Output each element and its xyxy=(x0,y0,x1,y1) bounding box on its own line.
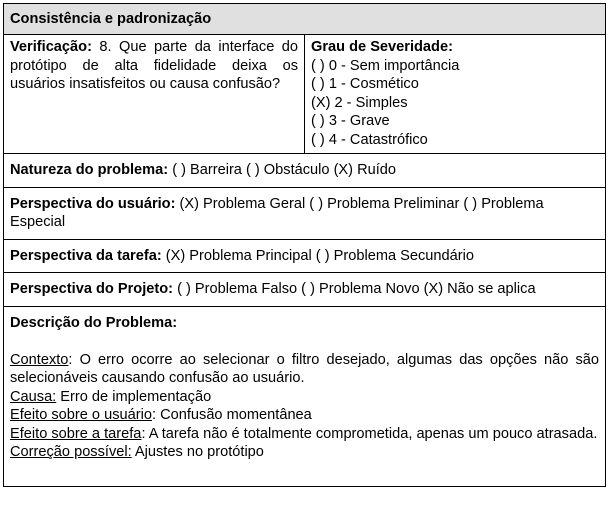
user-effect-label: Efeito sobre o usuário xyxy=(10,407,152,423)
task-effect-label: Efeito sobre a tarefa xyxy=(10,425,142,442)
context-text: : O erro ocorre ao selecionar o filtro desejado, algumas das opções não são selecionáveis causando confusão ao usuário. xyxy=(10,351,600,386)
task-perspective-value: (X) Problema Principal ( ) Problema Secundário xyxy=(165,247,474,264)
description-cell xyxy=(4,306,606,486)
project-perspective-value: ( ) Problema Falso ( ) Problema Novo (X) Não se aplica xyxy=(177,281,536,297)
context-label: Contexto xyxy=(10,351,69,368)
user-perspective-row xyxy=(4,187,606,239)
task-perspective-label: Perspectiva da tarefa: xyxy=(10,247,162,264)
verification-row xyxy=(4,35,606,154)
user-effect-text: : Confusão momentânea xyxy=(151,407,312,423)
task-perspective-cell xyxy=(4,239,606,273)
form-title: Consistência e padronização xyxy=(10,10,212,27)
form-title-cell xyxy=(4,4,606,35)
task-effect-line xyxy=(10,425,599,444)
verification-cell xyxy=(4,35,305,154)
severity-label: Grau de Severidade: xyxy=(311,39,453,55)
user-perspective-label: Perspectiva do usuário: xyxy=(10,195,176,212)
evaluation-table xyxy=(3,3,606,487)
severity-cell xyxy=(305,35,606,154)
description-label: Descrição do Problema: xyxy=(10,314,178,331)
task-effect-text: : A tarefa não é totalmente comprometida, apenas um pouco atrasada. xyxy=(141,425,598,442)
fix-label: Correção possível: xyxy=(10,444,132,460)
project-perspective-label: Perspectiva do Projeto: xyxy=(10,281,174,297)
verification-text: 8. Que parte da interface do protótipo de alta fidelidade deixa os usuários insatisfeitos ou causa confusão? xyxy=(10,39,298,92)
nature-label: Natureza do problema: xyxy=(10,162,169,178)
user-perspective-value: (X) Problema Geral ( ) Problema Preliminar ( ) Problema Especial xyxy=(10,195,544,230)
context-line xyxy=(10,351,599,388)
description-row xyxy=(4,306,606,486)
nature-row xyxy=(4,154,606,188)
task-perspective-row xyxy=(4,239,606,273)
project-perspective-row xyxy=(4,273,606,307)
verification-label: Verificação: xyxy=(10,39,92,55)
description-spacer xyxy=(10,332,599,351)
cause-text: Erro de implementação xyxy=(56,388,212,405)
header-row xyxy=(4,4,606,35)
nature-cell xyxy=(4,154,606,188)
severity-option-4: ( ) 4 - Catastrófico xyxy=(311,131,428,148)
user-perspective-cell xyxy=(4,187,606,239)
cause-label: Causa: xyxy=(10,388,57,405)
fix-text: Ajustes no protótipo xyxy=(131,444,264,460)
project-perspective-cell xyxy=(4,273,606,307)
evaluation-form xyxy=(3,3,605,487)
severity-option-1: ( ) 1 - Cosmético xyxy=(311,76,419,92)
severity-option-0: ( ) 0 - Sem importância xyxy=(311,57,460,74)
severity-option-2: (X) 2 - Simples xyxy=(311,94,408,111)
user-effect-line xyxy=(10,406,599,425)
fix-line xyxy=(10,443,599,462)
nature-value: ( ) Barreira ( ) Obstáculo (X) Ruído xyxy=(172,162,397,178)
cause-line xyxy=(10,388,599,407)
severity-option-3: ( ) 3 - Grave xyxy=(311,113,390,129)
